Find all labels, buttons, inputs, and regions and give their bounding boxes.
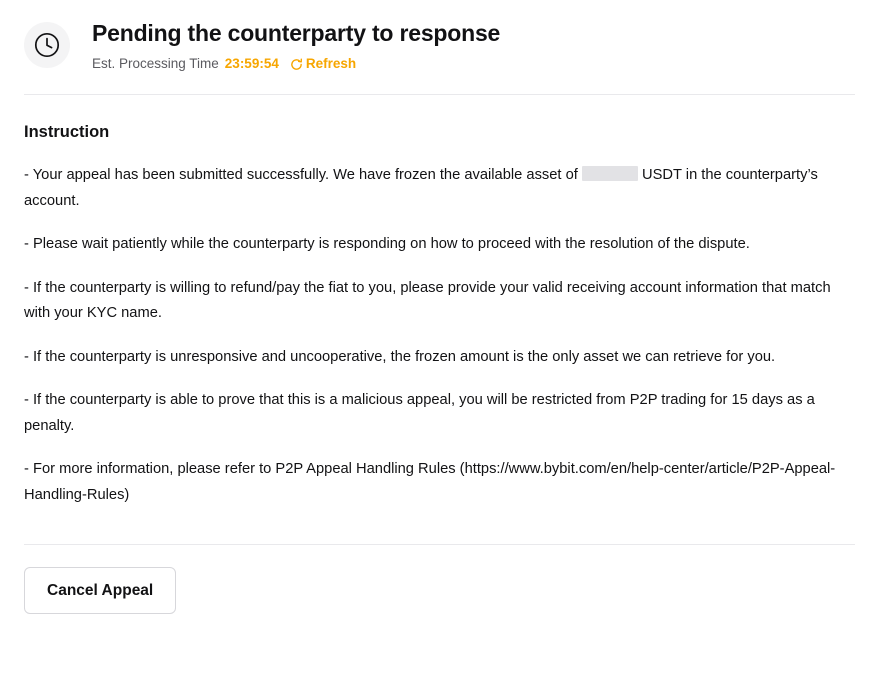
refresh-button[interactable] bbox=[290, 55, 356, 73]
instruction-item bbox=[24, 163, 855, 214]
clock-icon bbox=[24, 22, 70, 68]
est-processing-label: Est. Processing Time bbox=[92, 56, 219, 71]
header-text-block bbox=[92, 16, 500, 73]
est-processing-timer: 23:59:54 bbox=[224, 56, 279, 71]
instruction-item: - For more information, please refer to P2P Appeal Handling Rules (https://www.bybit.com/en/help-center/article/P2P-Appeal-Handling-Rules) bbox=[24, 461, 836, 503]
processing-time-row bbox=[92, 55, 500, 73]
instruction-title: Instruction bbox=[24, 123, 110, 141]
instruction-item: - Please wait patiently while the counterparty is responding on how to proceed with the resolution of the dispute. bbox=[24, 236, 750, 252]
redacted-amount bbox=[582, 166, 638, 181]
header-divider bbox=[24, 94, 855, 95]
instruction-section bbox=[0, 121, 879, 508]
instruction-item: - If the counterparty is able to prove that this is a malicious appeal, you will be restricted from P2P trading for 15 days as a penalty. bbox=[24, 392, 815, 434]
refresh-icon bbox=[290, 58, 303, 71]
instruction-item: - If the counterparty is willing to refund/pay the fiat to you, please provide your valid receiving account information that match with your KYC name. bbox=[24, 279, 831, 321]
status-header bbox=[0, 0, 879, 73]
instruction-item: - If the counterparty is unresponsive and uncooperative, the frozen amount is the only asset we can retrieve for you. bbox=[24, 348, 776, 365]
instruction-text-prefix: - Your appeal has been submitted successfully. We have frozen the available asset of bbox=[24, 167, 582, 183]
cancel-appeal-button[interactable]: Cancel Appeal bbox=[24, 567, 176, 614]
instruction-text-suffix: USDT in the counterparty’s account. bbox=[24, 167, 818, 209]
refresh-label: Refresh bbox=[305, 56, 357, 71]
page-title: Pending the counterparty to response bbox=[92, 20, 501, 46]
footer-actions bbox=[0, 545, 879, 614]
